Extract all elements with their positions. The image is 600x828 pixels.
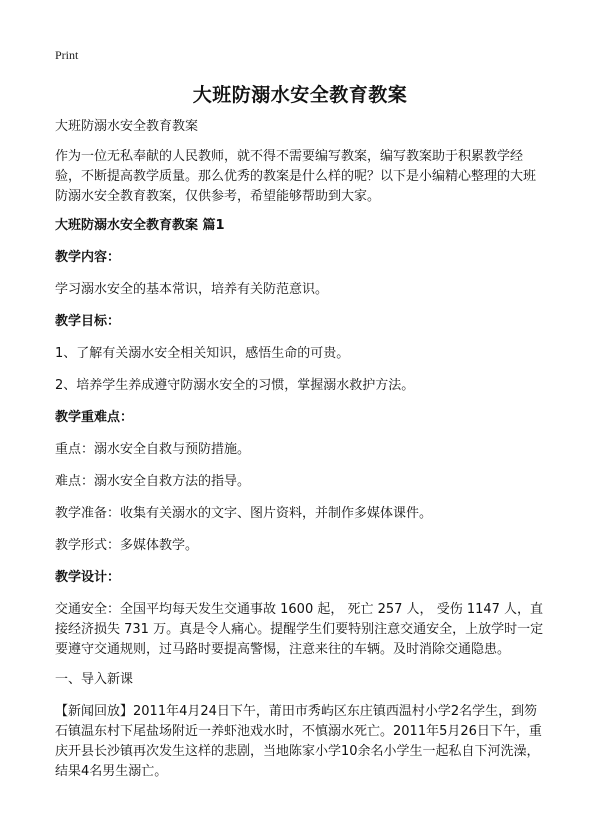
document-subtitle: 大班防溺水安全教育教案 [55, 119, 199, 134]
section-heading-design: 教学设计： [55, 570, 121, 585]
news-paragraph: 【新闻回放】2011年4月24日下午，莆田市秀屿区东庄镇西温村小学2名学生，到笏石镇温东村下尾盐场附近一养虾池戏水时，不慎溺水死亡。2011年5月26日下午，重庆开县长沙镇再次发生这样的悲剧，当地陈家小学10余名小学生一起私自下河洗澡，结果4名男生溺亡。 [55, 704, 542, 779]
goal-item: 1、了解有关溺水安全相关知识，感悟生命的可贵。 [55, 346, 350, 361]
key-point-paragraph: 重点：溺水安全自救与预防措施。 [55, 442, 251, 457]
intro-paragraph: 作为一位无私奉献的人民教师，就不得不需要编写教案，编写教案助于积累教学经验，不断提高教学质量。那么优秀的教案是什么样的呢？以下是小编精心整理的大班防溺水安全教育教案，仅供参考，希望能够帮助到大家。 [55, 149, 537, 204]
document-body [55, 117, 547, 794]
chapter-title: 大班防溺水安全教育教案 篇1 [55, 218, 225, 233]
section-heading-content: 教学内容： [55, 250, 121, 265]
document-title: 大班防溺水安全教育教案 [192, 84, 408, 106]
section-heading-goals: 教学目标： [55, 314, 121, 329]
section-heading-key-points: 教学重难点： [55, 410, 134, 425]
form-paragraph: 教学形式：多媒体教学。 [55, 538, 199, 553]
content-paragraph: 学习溺水安全的基本常识，培养有关防范意识。 [55, 282, 329, 297]
goal-item: 2、培养学生养成遵守防溺水安全的习惯，掌握溺水救护方法。 [55, 378, 415, 393]
difficulty-paragraph: 难点：溺水安全自救方法的指导。 [55, 474, 251, 489]
preparation-paragraph: 教学准备：收集有关溺水的文字、图片资料，并制作多媒体课件。 [55, 506, 433, 521]
lesson-intro-heading: 一、导入新课 [55, 672, 134, 687]
traffic-safety-paragraph: 交通安全：全国平均每天发生交通事故 1600 起， 死亡 257 人， 受伤 1147 人，直接经济损失 731 万。真是令人痛心。提醒学生们要特别注意交通安全，上放学时一定要遵守交通规则，过马路时要提高警惕，注意来往的车辆。及时消除交通隐患。 [55, 602, 544, 657]
print-label: Print [55, 48, 79, 62]
